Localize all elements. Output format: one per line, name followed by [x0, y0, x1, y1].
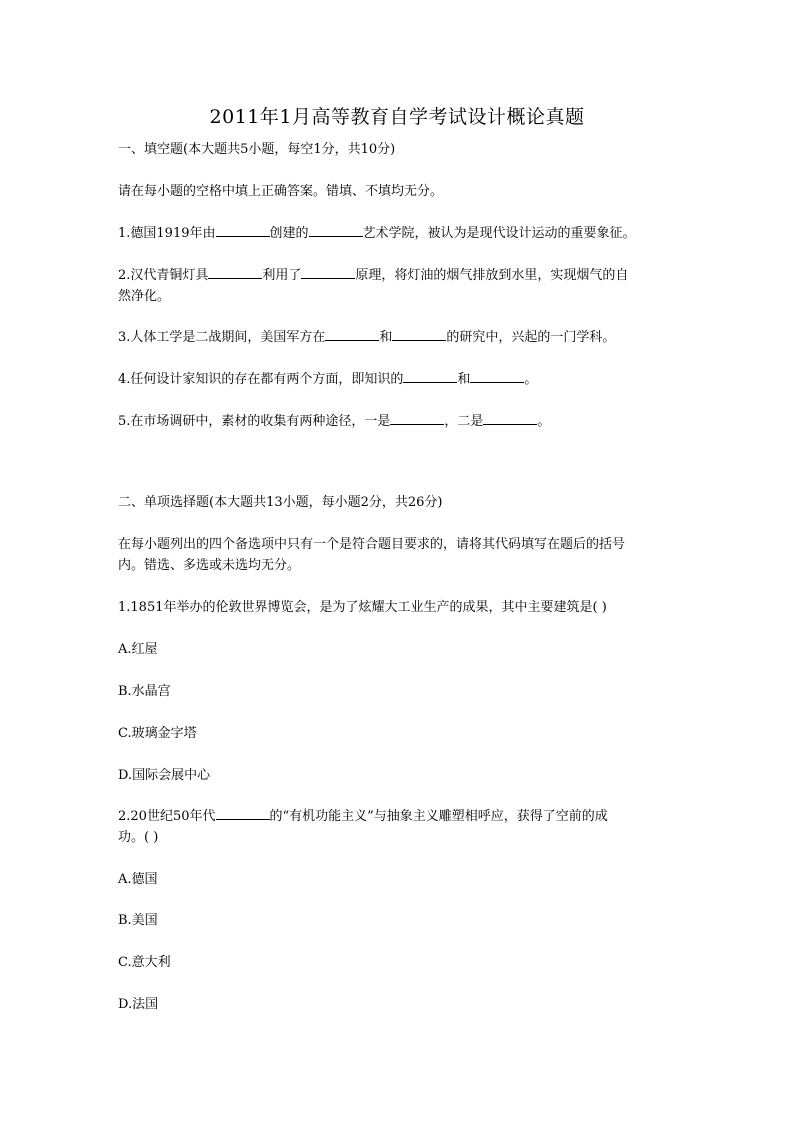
choice-option-c: C.玻璃金字塔 — [118, 726, 197, 741]
answer-blank — [216, 806, 270, 820]
question-text: 1.德国1919年由 — [118, 226, 216, 241]
question-text: 4.任何设计家知识的存在都有两个方面，即知识的 — [118, 372, 404, 387]
answer-blank — [483, 411, 537, 425]
page-title: 2011年1月高等教育自学考试设计概论真题 — [209, 106, 585, 128]
question-text: 艺术学院，被认为是现代设计运动的重要象征。 — [362, 226, 636, 241]
choice-option-a: A.红屋 — [118, 642, 158, 657]
question-text: 原理，将灯油的烟气排放到水里，实现烟气的自 — [355, 268, 629, 283]
fill-question-1 — [118, 223, 678, 244]
section2-instruction-line-1: 在每小题列出的四个备选项中只有一个是符合题目要求的，请将其代码填写在题后的括号 — [118, 537, 626, 552]
choice-option-d: D.法国 — [118, 997, 159, 1012]
fill-question-3 — [118, 327, 678, 348]
section1-heading: 一、填空题(本大题共5小题，每空1分，共10分) — [118, 142, 396, 157]
fill-question-5 — [118, 411, 678, 432]
answer-blank — [392, 327, 446, 341]
question-text: 。 — [537, 414, 551, 429]
question-text: 。 — [524, 372, 538, 387]
answer-blank — [390, 411, 444, 425]
section1-instruction: 请在每小题的空格中填上正确答案。错填、不填均无分。 — [118, 184, 444, 199]
question-text: 的研究中，兴起的一门学科。 — [446, 330, 616, 345]
answer-blank — [309, 223, 363, 237]
question-text: 和 — [457, 372, 471, 387]
question-text: 3.人体工学是二战期间，美国军方在 — [118, 330, 326, 345]
question-text: 2.20世纪50年代 — [118, 809, 216, 824]
choice-option-d: D.国际会展中心 — [118, 768, 211, 783]
question-text: 利用了 — [262, 268, 302, 283]
question-text: 5.在市场调研中，素材的收集有两种途径，一是 — [118, 414, 391, 429]
answer-blank — [301, 265, 355, 279]
choice-option-b: B.美国 — [118, 913, 158, 928]
section2-instruction-line-2: 内。错选、多选或未选均无分。 — [118, 558, 301, 573]
choice-option-c: C.意大利 — [118, 955, 171, 970]
fill-question-2-continuation: 然净化。 — [118, 289, 171, 304]
question-text: ，二是 — [444, 414, 484, 429]
fill-question-2 — [118, 265, 678, 286]
choice-option-a: A.德国 — [118, 872, 158, 887]
answer-blank — [403, 369, 457, 383]
answer-blank — [208, 265, 262, 279]
section2-heading: 二、单项选择题(本大题共13小题，每小题2分，共26分) — [118, 495, 443, 510]
choice-question-2-stem — [118, 806, 678, 827]
choice-option-b: B.水晶宫 — [118, 684, 171, 699]
question-text: 创建的 — [269, 226, 309, 241]
answer-blank — [216, 223, 270, 237]
choice-question-1-stem: 1.1851年举办的伦敦世界博览会，是为了炫耀大工业生产的成果，其中主要建筑是( ) — [118, 600, 607, 615]
fill-question-4 — [118, 369, 678, 390]
question-text: 和 — [379, 330, 393, 345]
answer-blank — [325, 327, 379, 341]
choice-question-2-stem-line-2: 功。( ) — [118, 830, 159, 845]
answer-blank — [470, 369, 524, 383]
question-text: 的“有机功能主义”与抽象主义雕塑相呼应，获得了空前的成 — [269, 809, 608, 824]
question-text: 2.汉代青铜灯具 — [118, 268, 209, 283]
